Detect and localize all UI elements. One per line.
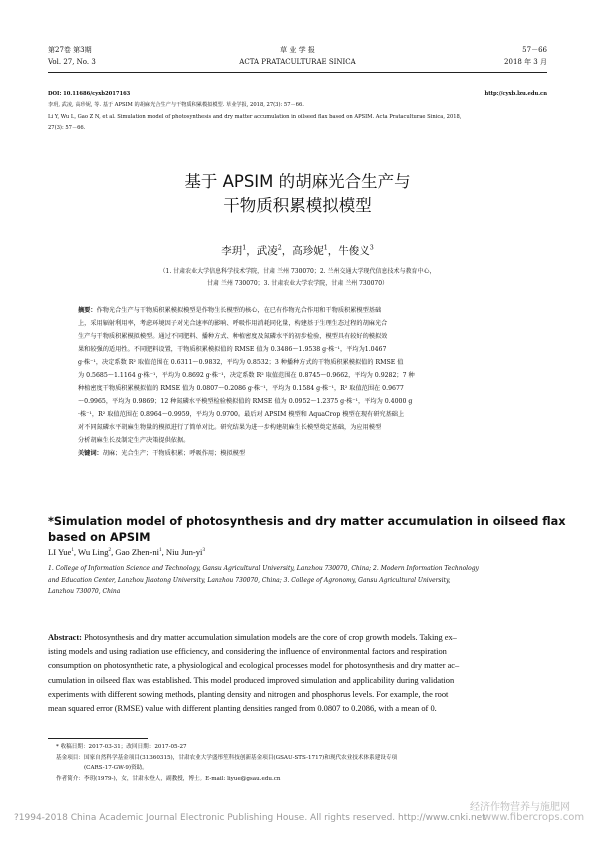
abstract-zh-line: g·株⁻¹，决定系数 R² 取值范围在 0.6311～0.9832，平均为 0.8532；3 种播种方式的干物质积累模拟值的 RMSE 值	[78, 359, 404, 366]
author-zh: 武凌$^2$，	[256, 244, 293, 257]
footnote	[56, 742, 547, 784]
abstract-en-line: experiments with different sowing methods, planting density and nitrogen and phosphorus levels. For example, the root	[48, 689, 449, 699]
author-en: Gao Zhen-$ni^1$,	[115, 547, 166, 557]
copyright-notice: ?1994-2018 China Academic Journal Electronic Publishing House. All rights reserved. http://www.cnki.net	[14, 813, 486, 823]
abstract-zh-line: 作物光合生产与干物质积累模拟模型是作物生长模型的核心，在已有作物光合作用和干物质积累模型基础	[96, 307, 382, 314]
title-zh-line1: 基于 APSIM 的胡麻光合生产与	[184, 172, 411, 191]
affiliation-zh-line2: 甘肃 兰州 730070；3. 甘肃农业大学农学院，甘肃 兰州 730070）	[206, 280, 389, 287]
header-volume-zh: 第27卷 第3期	[48, 46, 92, 54]
author-en: Niu Jun-$yi^3$	[165, 547, 206, 557]
header-pages: 57－66	[522, 46, 547, 54]
abstract-en-line: isting models and using radiation use efficiency, and considering the influence of environmental factors and respiration	[48, 647, 447, 657]
author-en: LI Yue$^1$,	[48, 547, 79, 557]
citation-en-line1: Li Y, Wu L, Gao Z N, et al. Simulation model of photosynthesis and dry matter accumulation in oilseed flax based on APSIM. Acta Prataculturae Sinica, 2018,	[48, 114, 462, 120]
header-volume-en: Vol. 27, No. 3	[48, 58, 96, 66]
affiliation-zh-line1: （1. 甘肃农业大学信息科学技术学院，甘肃 兰州 730070；2. 兰州交通大学现代信息技术与教育中心，	[159, 268, 436, 275]
citation-zh: 李玥, 武凌, 高珍妮, 等. 基于 APSIM 的胡麻光合生产与干物质积累模拟模型. 草业学报, 2018, 27(3): 57－66.	[48, 102, 304, 108]
footnote-fund-line2: (CARS-17-GW-9)资助。	[84, 765, 148, 771]
header-rule	[48, 72, 547, 73]
abstract-zh-line: 生产与干物质积累模拟模型。通过不同肥料、播种方式、种植密度及氮磷水平的初步检验，模型具有较好的模拟效	[78, 333, 388, 340]
abstract-en	[48, 631, 547, 716]
abstract-zh-label: 摘要：	[78, 307, 97, 314]
affiliation-en-line: 1. College of Information Science and Technology, Gansu Agricultural University, Lanzhou 730070, China; 2. Modern Information Technology	[48, 565, 479, 572]
abstract-zh-line: 为 0.5685～1.1164 g·株⁻¹，平均为 0.8692 g·株⁻¹，决定系数 R² 取值范围在 0.8745～0.9662，平均为 0.9282；7 种	[78, 372, 415, 379]
author-en: Wu Ling$^2$,	[78, 547, 116, 557]
author-zh: 牛俊义$^3$	[338, 244, 374, 257]
footnote-marker: *	[56, 744, 61, 750]
abstract-en-line: Photosynthesis and dry matter accumulation simulation models are the core of crop growth models. Taking ex–	[84, 633, 457, 642]
footnote-rule	[48, 738, 148, 739]
title-zh-line2: 干物质积累模拟模型	[223, 196, 372, 215]
abstract-en-line: mean squared error (RMSE) value with different planting densities ranged from 0.0807 to 0.2086, with a mean of 0.	[48, 704, 437, 714]
affiliation-en-line: and Education Center, Lanzhou Jiaotong University, Lanzhou 730070, China; 3. College of Agronomy, Gansu Agricultural University,	[48, 576, 451, 584]
authors-zh	[0, 243, 595, 258]
doi: DOI: 10.11686/cyxb2017163	[48, 91, 131, 97]
keywords-zh: 胡麻；光合生产；干物质积累；呼吸作用；模拟模型	[102, 450, 246, 457]
abstract-en-label: Abstract:	[48, 633, 82, 642]
footnote-received: * 收稿日期：2017-03-31；改回日期：2017-05-27	[56, 744, 187, 750]
abstract-zh-line: ～0.9965，平均为 0.9869；12 种氮磷水平模型检验模拟值的 RMSE 值为 0.0952～1.2375 g·株⁻¹，平均为 0.4000 g	[78, 398, 413, 405]
header-journal-zh: 草 业 学 报	[280, 46, 315, 54]
abstract-zh-line: 分析胡麻生长及制定生产决策提供依据。	[78, 437, 190, 444]
affiliation-en	[48, 563, 547, 598]
affiliation-en-line: Lanzhou 730070, China	[48, 588, 121, 595]
header-date-zh: 2018 年 3 月	[504, 58, 547, 66]
citation-en-line2: 27(3): 57－66.	[48, 125, 86, 131]
abstract-zh-line: 对不同氮磷水平胡麻生物量的模拟进行了简单对比。研究结果为进一步构建胡麻生长模型奠定基础，为应用模型	[78, 424, 382, 431]
title-en-marker: *	[48, 515, 54, 528]
author-zh: 李玥$^1$，	[221, 244, 257, 257]
abstract-zh	[78, 304, 522, 460]
author-zh: 高珍妮$^1$，	[292, 244, 339, 257]
title-en-line2: based on APSIM	[48, 531, 151, 544]
header-journal-en: ACTA PRATACULTURAE SINICA	[239, 58, 356, 66]
authors-en	[48, 547, 205, 557]
footnote-fund-line1: 基金项目：国家自然科学基金项目(31360315)，甘肃农业大学盛彤笙科技创新基金项目(GSAU-STS-1717)和现代农业技术体系建设专项	[56, 754, 398, 761]
abstract-zh-line: ·株⁻¹，R² 取值范围在 0.8964～0.9959，平均为 0.9700。最后对 APSIM 模型和 AquaCrop 模型在现有研究基础上	[78, 411, 405, 418]
watermark-logo: 经济作物营养与施肥网	[470, 802, 570, 813]
abstract-zh-line: 果和较强的适用性。不同肥料设置，干物质积累模拟值的 RMSE 值为 0.3486～1.9538 g·株⁻¹，平均为1.0467	[78, 346, 387, 353]
watermark-url: www.fibercrops.com	[483, 812, 585, 823]
abstract-en-line: cumulation in oilseed flax was established. This model produced improved simulation and applicability during validation	[48, 675, 455, 685]
abstract-zh-line: 上，采用辐射利用率，考虑环境因子对光合速率的影响、呼吸作用消耗同化量，构建基于生理生态过程的胡麻光合	[78, 320, 388, 327]
keywords-zh-label: 关键词：	[78, 450, 103, 457]
title-en-line1: *Simulation model of photosynthesis and dry matter accumulation in oilseed flax	[48, 515, 566, 528]
journal-url[interactable]: http://cyxb.lzu.edu.cn	[484, 91, 547, 97]
abstract-en-line: consumption on photosynthetic rate, a physiological and ecological processes model for photosynthesis and dry matter ac–	[48, 661, 460, 671]
footnote-author: 作者简介：李玥(1979-)，女，甘肃永登人，副教授，博士。E-mail: liyue@gsau.edu.cn	[56, 775, 281, 782]
abstract-zh-line: 种植密度干物质积累模拟值的 RMSE 值为 0.0807～0.2086 g·株⁻¹，平均为 0.1584 g·株⁻¹，R² 取值范围在 0.9677	[78, 385, 404, 392]
